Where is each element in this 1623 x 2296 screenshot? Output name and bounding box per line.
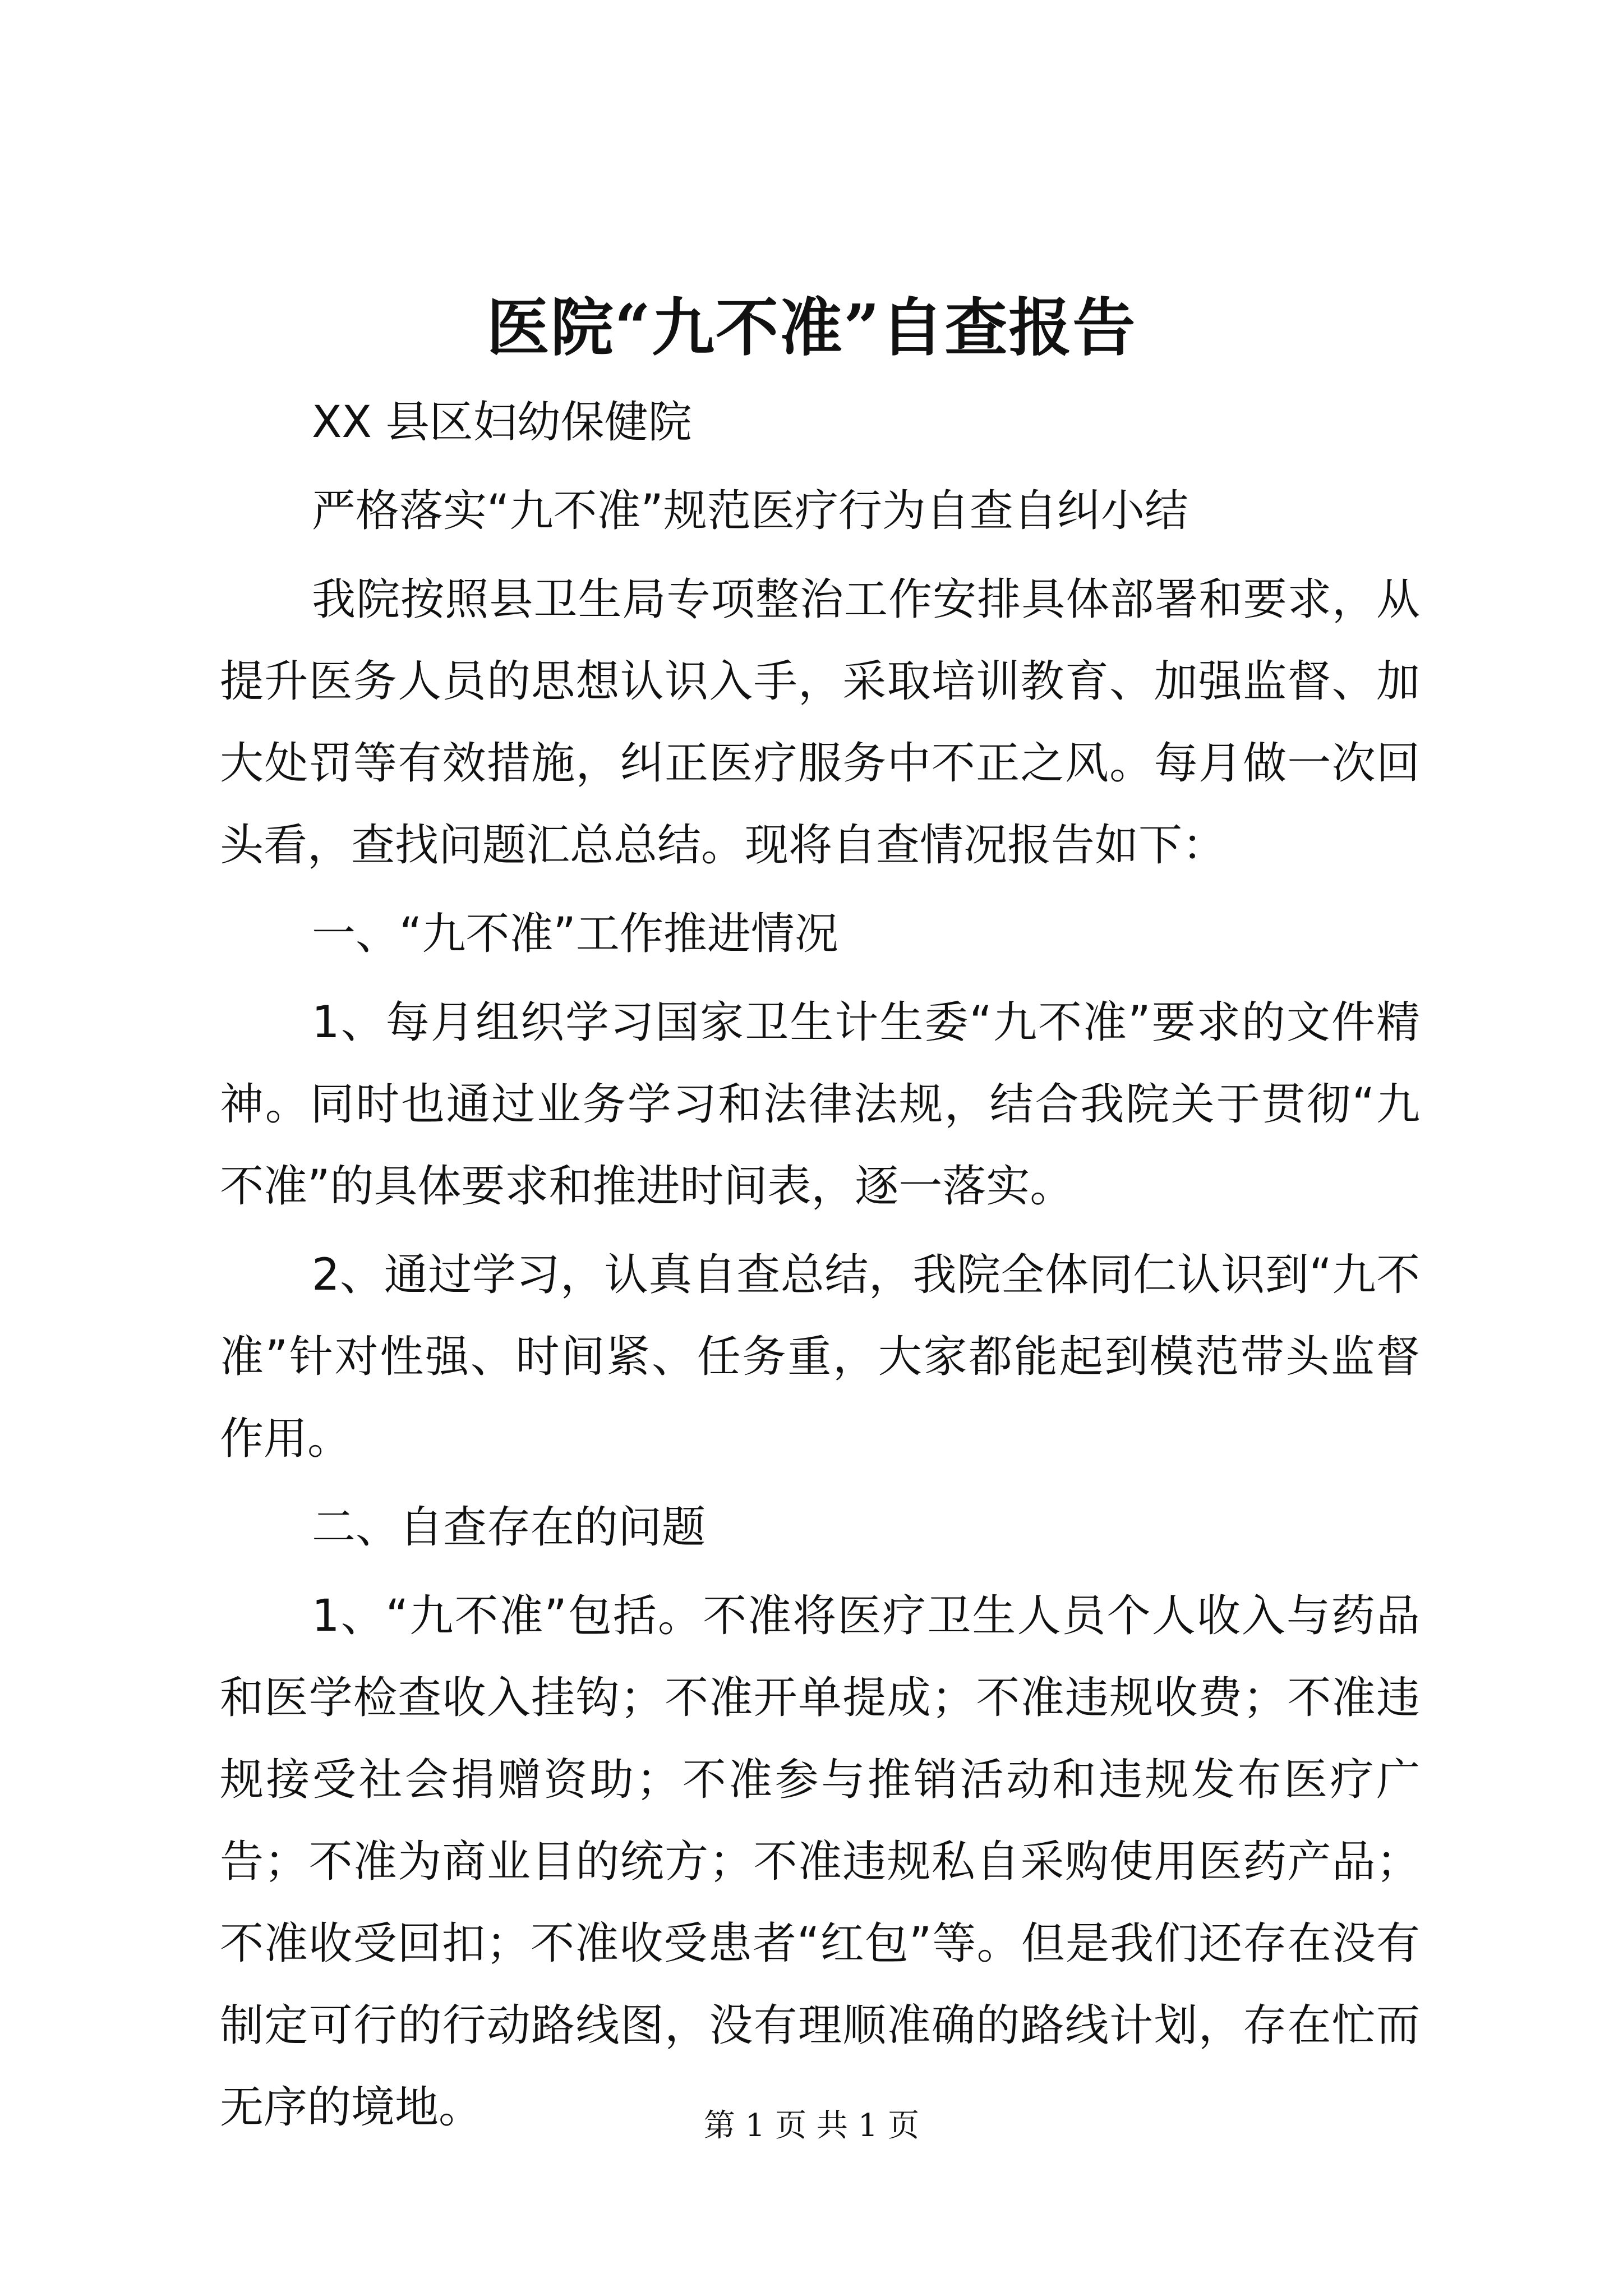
paragraph-organization: XX 县区妇幼保健院 [312,397,692,448]
section-heading-2: 二、自查存在的问题 [312,1502,706,1553]
paragraph-item-2-1: 1、“九不准”包括。不准将医疗卫生人员个人收入与药品和医学检查收入挂钩；不准开单提成；不准违规收费；不准违规接受社会捐赠资助；不准参与推销活动和违规发布医疗广告；不准为商业目的统方；不准违规私自采购使用医药产品；不准收受回扣；不准收受患者“红包”等。但是我们还存在没有制定可行的行动路线图，没有理顺准确的路线计划，存在忙而无序的境地。 [220,1591,1420,2133]
paragraph-item-1-1: 1、每月组织学习国家卫生计生委“九不准”要求的文件精神。同时也通过业务学习和法律法规，结合我院关于贯彻“九不准”的具体要求和推进时间表，逐一落实。 [220,997,1420,1212]
document-title: 医院“九不准”自查报告 [486,291,1137,365]
paragraph-intro: 我院按照县卫生局专项整治工作安排具体部署和要求，从提升医务人员的思想认识入手，采取培训教育、加强监督、加大处罚等有效措施，纠正医疗服务中不正之风。每月做一次回头看，查找问题汇总总结。现将自查情况报告如下： [220,574,1420,871]
document-body [220,381,1420,2155]
section-heading-1: 一、“九不准”工作推进情况 [312,909,838,959]
paragraph-item-1-2: 2、通过学习，认真自查总结，我院全体同仁认识到“九不准”针对性强、时间紧、任务重，大家都能起到模范带头监督作用。 [220,1250,1420,1464]
page-footer: 第 1 页 共 1 页 [703,2108,920,2144]
paragraph-subtitle: 严格落实“九不准”规范医疗行为自查自纠小结 [312,486,1188,536]
